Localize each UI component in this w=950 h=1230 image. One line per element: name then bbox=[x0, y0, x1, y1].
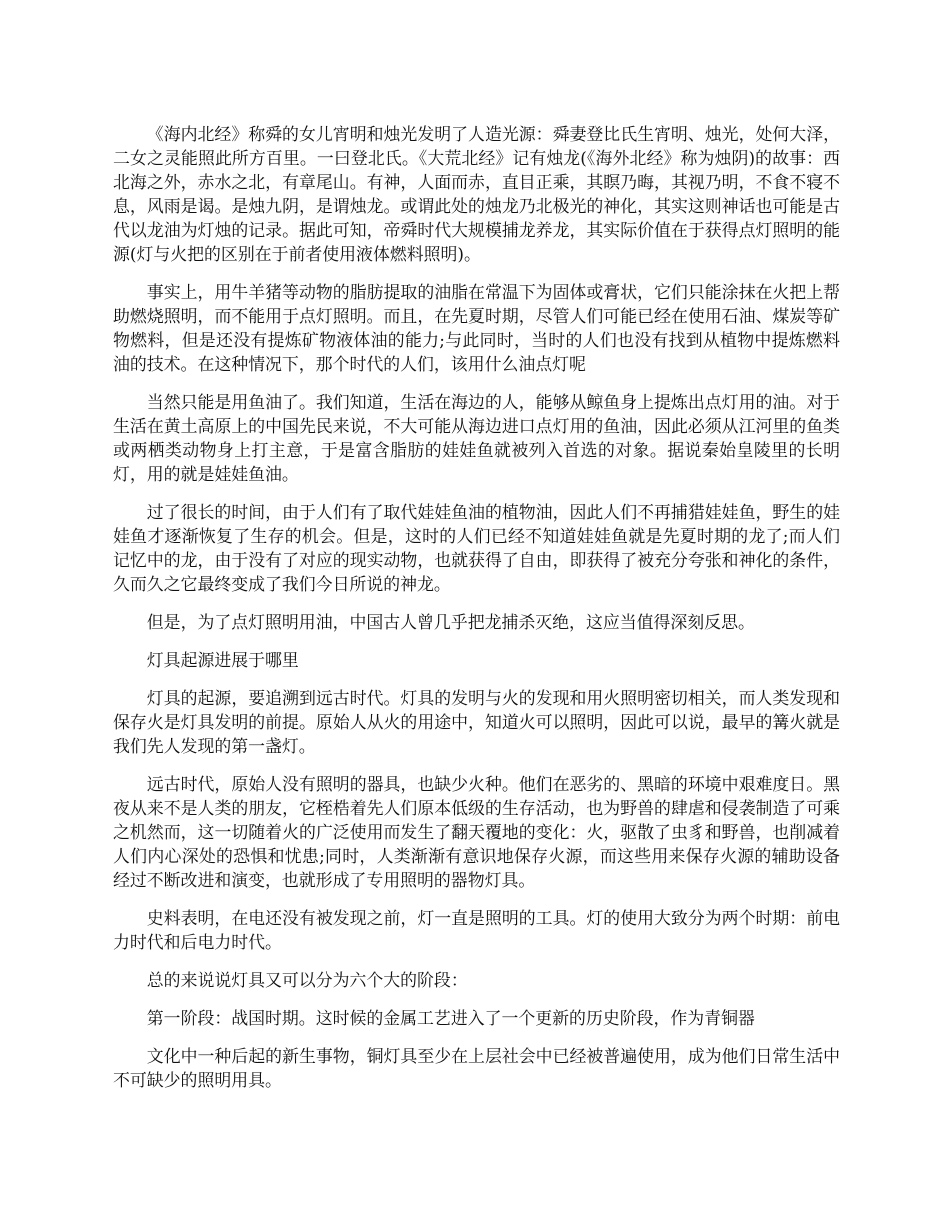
paragraph-stage-one: 第一阶段：战国时期。这时候的金属工艺进入了一个更新的历史阶段，作为青铜器 bbox=[146, 1008, 755, 1028]
paragraph-reflection: 但是，为了点灯照明用油，中国古人曾几乎把龙捕杀灭绝，这应当值得深刻反思。 bbox=[146, 612, 755, 632]
paragraph-six-stages: 总的来说说灯具又可以分为六个大的阶段： bbox=[146, 970, 468, 990]
paragraph-ancient-times: 远古时代，原始人没有照明的器具，也缺少火种。他们在恶劣的、黑暗的环境中艰难度日。黑夜从来不是人类的朋友，它桎梏着先人们原本低级的生存活动，也为野兽的肆虐和侵袭制造了可乘之机然而，这一切随着火的广泛使用而发生了翻天覆地的变化：火，驱散了虫豸和野兽，也削减着人们内心深处的恐惧和忧患;同时，人类渐渐有意识地保存火源，而这些用来保存火源的辅助设备经过不断改进和演变，也就形成了专用照明的器物灯具。 bbox=[113, 774, 840, 890]
paragraph-haineibeijing: 《海内北经》称舜的女儿宵明和烛光发明了人造光源：舜妻登比氏生宵明、烛光，处何大泽，二女之灵能照此所方百里。一曰登北氏。《大荒北经》记有烛龙(《海外北经》称为烛阴)的故事：西北海之外，赤水之北，有章尾山。有神，人面而赤，直目正乘，其瞑乃晦，其视乃明，不食不寝不息，风雨是谒。是烛九阴，是谓烛龙。或谓此处的烛龙乃北极光的神化，其实这则神话也可能是古代以龙油为灯烛的记录。据此可知，帝舜时代大规模捕龙养龙，其实际价值在于获得点灯照明的能源(灯与火把的区别在于前者使用液体燃料照明)。 bbox=[113, 124, 840, 264]
paragraph-fish-oil: 当然只能是用鱼油了。我们知道，生活在海边的人，能够从鲸鱼身上提炼出点灯用的油。对于生活在黄土高原上的中国先民来说，不大可能从海边进口点灯用的鱼油，因此必须从江河里的鱼类或两栖类动物身上打主意，于是富含脂肪的娃娃鱼就被列入首选的对象。据说秦始皇陵里的长明灯，用的就是娃娃鱼油。 bbox=[113, 392, 840, 484]
document-body bbox=[113, 122, 840, 1106]
paragraph-history-records: 史料表明，在电还没有被发现之前，灯一直是照明的工具。灯的使用大致分为两个时期：前电力时代和后电力时代。 bbox=[113, 908, 840, 952]
paragraph-plant-oil: 过了很长的时间，由于人们有了取代娃娃鱼油的植物油，因此人们不再捕猎娃娃鱼，野生的娃娃鱼才逐渐恢复了生存的机会。但是，这时的人们已经不知道娃娃鱼就是先夏时期的龙了;而人们记忆中的龙，由于没有了对应的现实动物，也就获得了自由，即获得了被充分夸张和神化的条件，久而久之它最终变成了我们今日所说的神龙。 bbox=[113, 502, 840, 594]
paragraph-lamp-origin: 灯具的起源，要追溯到远古时代。灯具的发明与火的发现和用火照明密切相关，而人类发现和保存火是灯具发明的前提。原始人从火的用途中，知道火可以照明，因此可以说，最早的篝火就是我们先人发现的第一盏灯。 bbox=[113, 688, 840, 756]
paragraph-animal-fat: 事实上，用牛羊猪等动物的脂肪提取的油脂在常温下为固体或膏状，它们只能涂抹在火把上帮助燃烧照明，而不能用于点灯照明。而且，在先夏时期，尽管人们可能已经在使用石油、煤炭等矿物燃料，但是还没有提炼矿物液体油的能力;与此同时，当时的人们也没有找到从植物中提炼燃料油的技术。在这种情况下，那个时代的人们，该用什么油点灯呢 bbox=[113, 282, 840, 374]
section-heading-lamp-origin: 灯具起源进展于哪里 bbox=[146, 650, 299, 670]
paragraph-bronze-lamps: 文化中一种后起的新生事物，铜灯具至少在上层社会中已经被普遍使用，成为他们日常生活中不可缺少的照明用具。 bbox=[113, 1046, 840, 1090]
